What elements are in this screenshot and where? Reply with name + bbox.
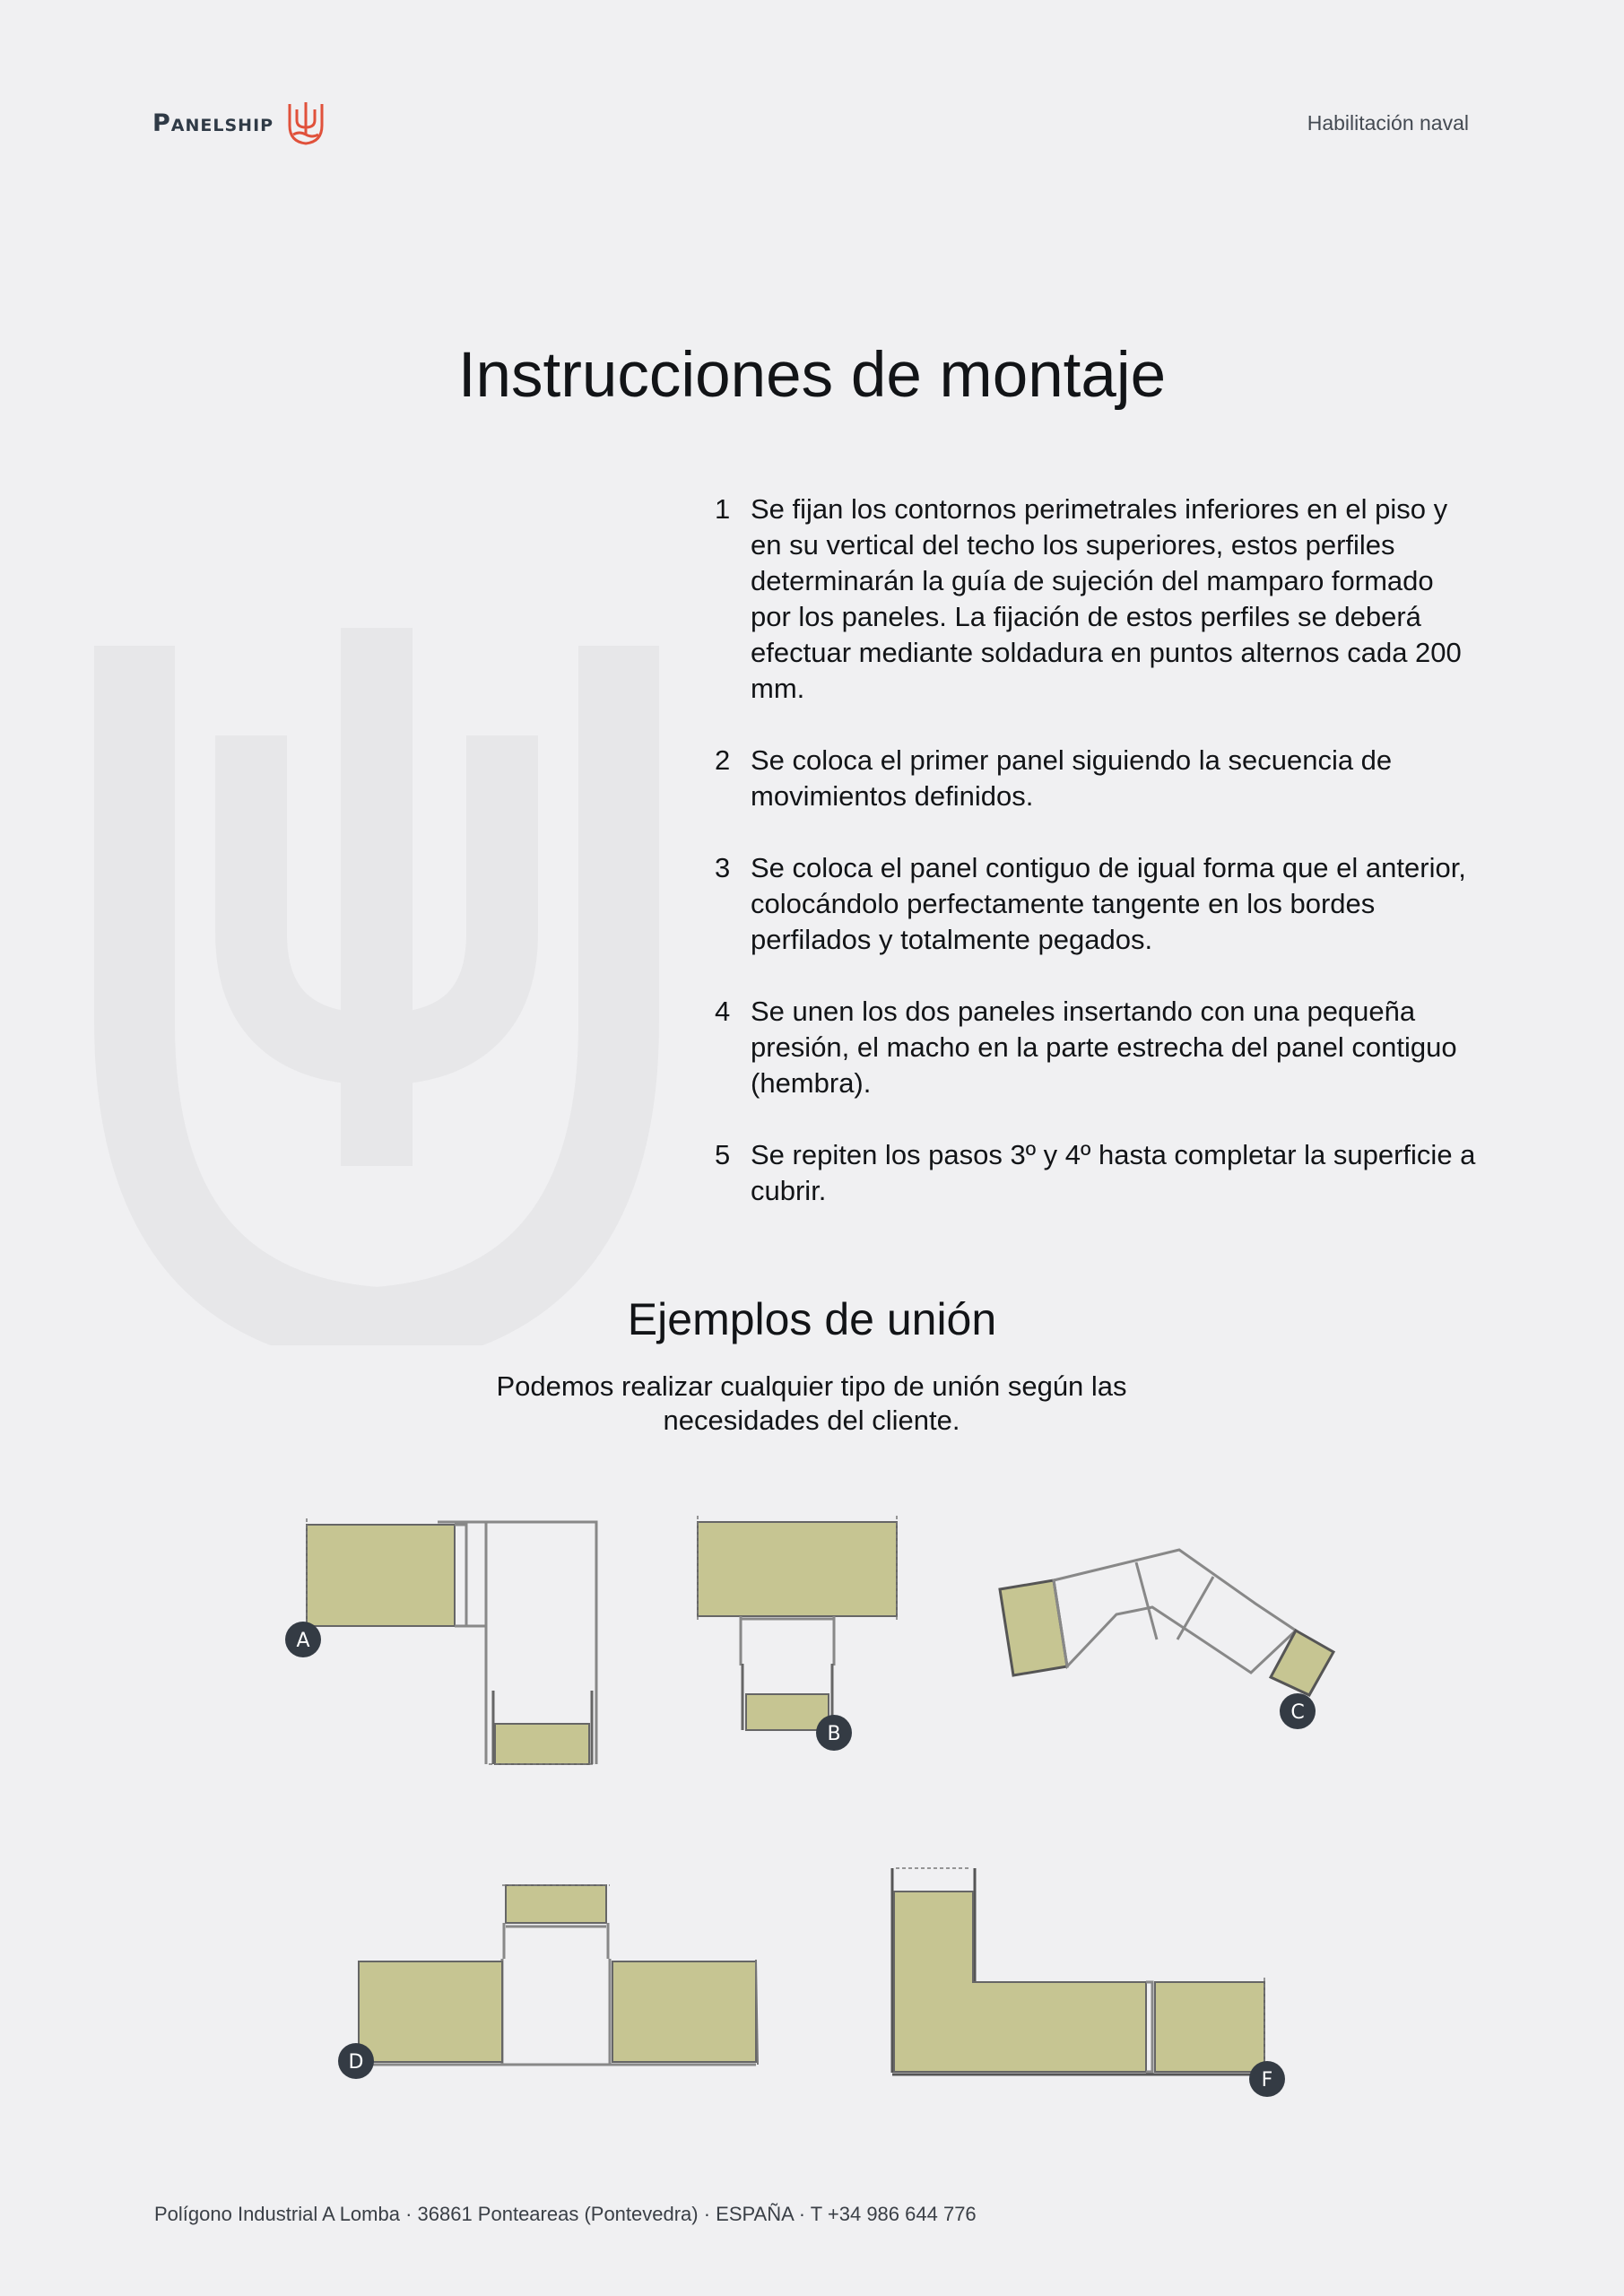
panel: [506, 1885, 606, 1923]
trident-watermark-icon: [63, 628, 690, 1345]
label-a: A: [296, 1630, 310, 1652]
panel: [359, 1961, 502, 2062]
joint-diagram-b: [690, 1511, 906, 1753]
panel: [307, 1525, 455, 1626]
panel: [894, 1892, 1146, 2072]
examples-title: Ejemplos de unión: [627, 1294, 997, 1344]
step-item: [715, 491, 1477, 707]
step-number: 1: [715, 493, 731, 525]
step-number: 3: [715, 852, 731, 883]
header-tag: Habilitación naval: [1307, 111, 1469, 135]
panel: [1155, 1982, 1264, 2072]
panel: [1271, 1631, 1333, 1695]
examples-subtitle: Podemos realizar cualquier tipo de unión según las necesidades del cliente.: [496, 1370, 1127, 1436]
step-text: Se coloca el panel contiguo de igual forma que el anterior, colocándolo perfectamente tangente en los bordes perfilados y totalmente pegados.: [751, 852, 1466, 955]
panel: [698, 1522, 897, 1616]
footer-address: Polígono Industrial A Lomba · 36861 Ponteareas (Pontevedra) · ESPAÑA · T +34 986 644 776: [154, 2203, 977, 2225]
page-title: Instrucciones de montaje: [457, 340, 1167, 411]
joint-diagram-c: [991, 1543, 1341, 1740]
label-d: D: [348, 2051, 364, 2074]
label-c: C: [1290, 1701, 1305, 1724]
panel: [612, 1961, 756, 2062]
steps-list: [715, 491, 1477, 1245]
joint-diagram-a: [278, 1511, 610, 1771]
trident-icon: [284, 99, 327, 147]
panel: [746, 1694, 829, 1730]
step-item: [715, 994, 1477, 1101]
step-number: 2: [715, 744, 731, 776]
step-text: Se fijan los contornos perimetrales inferiores en el piso y en su vertical del techo los superiores, estos perfiles determinarán la guía de sujeción del mamparo formado por los paneles. La fijación de estos perfiles se deberá efectuar mediante soldadura en puntos alternos cada 200 mm.: [751, 493, 1462, 704]
logo-text: Panelship: [152, 109, 274, 137]
step-number: 4: [715, 996, 731, 1027]
joint-diagram-d: [332, 1874, 771, 2094]
step-text: Se coloca el primer panel siguiendo la secuencia de movimientos definidos.: [751, 744, 1393, 812]
step-text: Se repiten los pasos 3º y 4º hasta completar la superficie a cubrir.: [751, 1139, 1476, 1206]
step-number: 5: [715, 1139, 731, 1170]
step-item: [715, 850, 1477, 958]
label-b: B: [827, 1723, 841, 1745]
step-text: Se unen los dos paneles insertando con una pequeña presión, el macho en la parte estrecha del panel contiguo (hembra).: [751, 996, 1457, 1099]
label-f: F: [1261, 2069, 1273, 2092]
step-item: [715, 1137, 1477, 1209]
logo: [152, 99, 327, 147]
step-item: [715, 743, 1477, 814]
panel: [495, 1724, 589, 1764]
joint-diagram-f: [883, 1861, 1296, 2103]
